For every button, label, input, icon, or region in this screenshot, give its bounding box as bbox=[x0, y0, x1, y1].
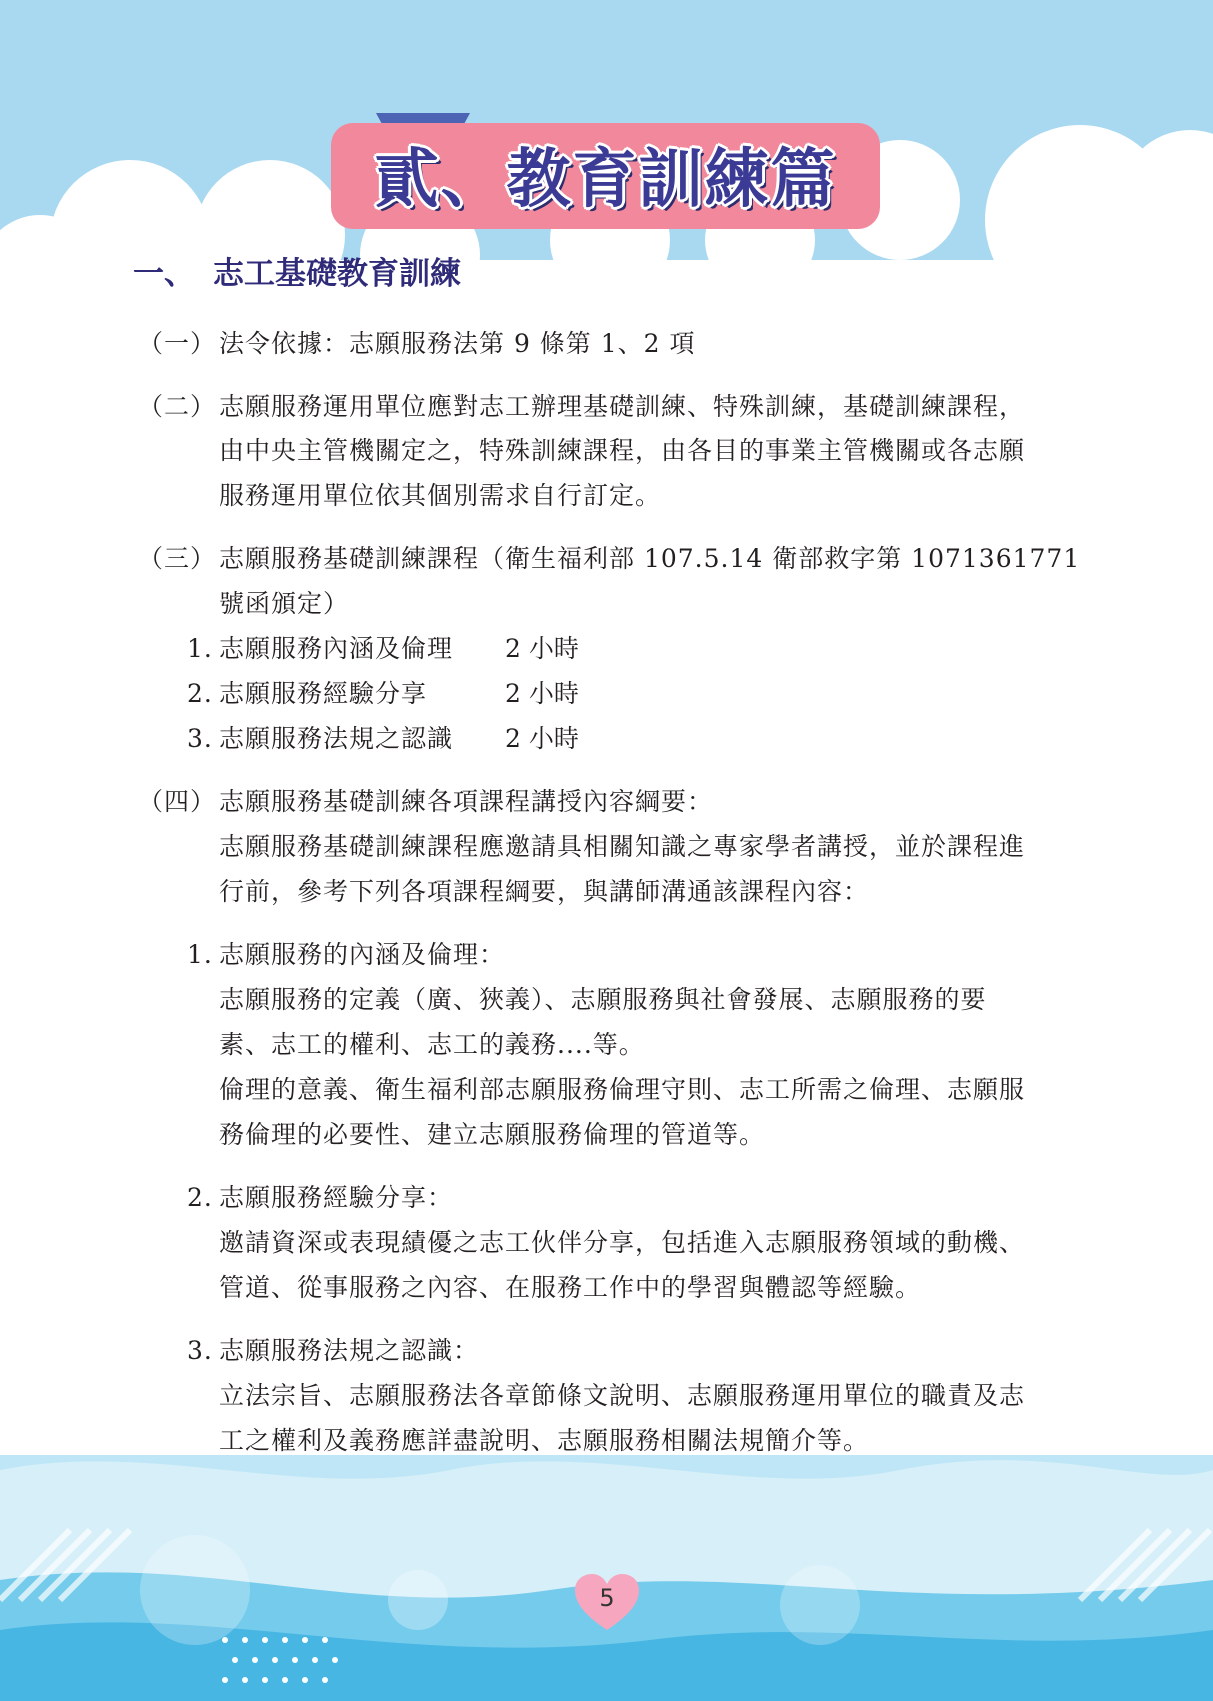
section-heading bbox=[133, 248, 461, 293]
bubble-shape bbox=[140, 1535, 250, 1645]
course-hours: 2 小時 bbox=[505, 679, 579, 708]
outline-line: 素、志工的權利、志工的義務....等。 bbox=[219, 1030, 645, 1059]
item-line: 法令依據：志願服務法第 9 條第 1、2 項 bbox=[219, 329, 696, 358]
item-line: 志願服務基礎訓練課程應邀請具相關知識之專家學者講授，並於課程進 bbox=[219, 832, 1026, 861]
bubble-shape bbox=[780, 1565, 860, 1645]
bubble-shape bbox=[388, 1570, 448, 1630]
page-title: 貳、教育訓練篇 bbox=[374, 143, 837, 217]
outline-heading: 志願服務經驗分享： bbox=[219, 1183, 454, 1212]
item-line: 志願服務運用單位應對志工辦理基礎訓練、特殊訓練，基礎訓練課程， bbox=[219, 392, 1026, 421]
outline-number: 2. bbox=[187, 1183, 213, 1212]
course-name: 志願服務經驗分享 bbox=[219, 679, 428, 708]
item-line: 行前，參考下列各項課程綱要，與講師溝通該課程內容： bbox=[219, 877, 870, 906]
outline-number: 1. bbox=[187, 940, 213, 969]
outline-heading: 志願服務法規之認識： bbox=[219, 1336, 480, 1365]
page-number: 5 bbox=[599, 1584, 615, 1612]
course-name: 志願服務內涵及倫理 bbox=[219, 634, 454, 663]
item-line: 號函頒定） bbox=[219, 589, 350, 618]
outline-line: 務倫理的必要性、建立志願服務倫理的管道等。 bbox=[219, 1120, 766, 1149]
course-number: 3. bbox=[187, 724, 213, 753]
course-hours: 2 小時 bbox=[505, 724, 579, 753]
outline-line: 立法宗旨、志願服務法各章節條文說明、志願服務運用單位的職責及志 bbox=[219, 1381, 1026, 1410]
outline-line: 志願服務的定義（廣、狹義）、志願服務與社會發展、志願服務的要 bbox=[219, 985, 987, 1014]
outline-number: 3. bbox=[187, 1336, 213, 1365]
item-line: 志願服務基礎訓練各項課程講授內容綱要： bbox=[219, 787, 714, 816]
section-number: 一、 bbox=[133, 256, 195, 292]
item-line: 由中央主管機關定之，特殊訓練課程，由各目的事業主管機關或各志願 bbox=[219, 436, 1026, 465]
item-marker: （一） bbox=[138, 329, 217, 358]
item-marker: （四） bbox=[138, 787, 217, 816]
item-line: 志願服務基礎訓練課程（衛生福利部 107.5.14 衛部救字第 1071361771 bbox=[219, 544, 1081, 573]
outline-line: 倫理的意義、衛生福利部志願服務倫理守則、志工所需之倫理、志願服 bbox=[219, 1075, 1026, 1104]
outline-line: 邀請資深或表現績優之志工伙伴分享，包括進入志願服務領域的動機、 bbox=[219, 1228, 1026, 1257]
item-line: 服務運用單位依其個別需求自行訂定。 bbox=[219, 481, 662, 510]
outline-line: 工之權利及義務應詳盡說明、志願服務相關法規簡介等。 bbox=[219, 1426, 870, 1455]
outline-line: 管道、從事服務之內容、在服務工作中的學習與體認等經驗。 bbox=[219, 1273, 922, 1302]
outline-heading: 志願服務的內涵及倫理： bbox=[219, 940, 506, 969]
item-marker: （三） bbox=[138, 544, 217, 573]
course-hours: 2 小時 bbox=[505, 634, 579, 663]
course-number: 1. bbox=[187, 634, 213, 663]
section-title: 志工基礎教育訓練 bbox=[213, 256, 461, 292]
course-name: 志願服務法規之認識 bbox=[219, 724, 454, 753]
course-number: 2. bbox=[187, 679, 213, 708]
item-marker: （二） bbox=[138, 392, 217, 421]
